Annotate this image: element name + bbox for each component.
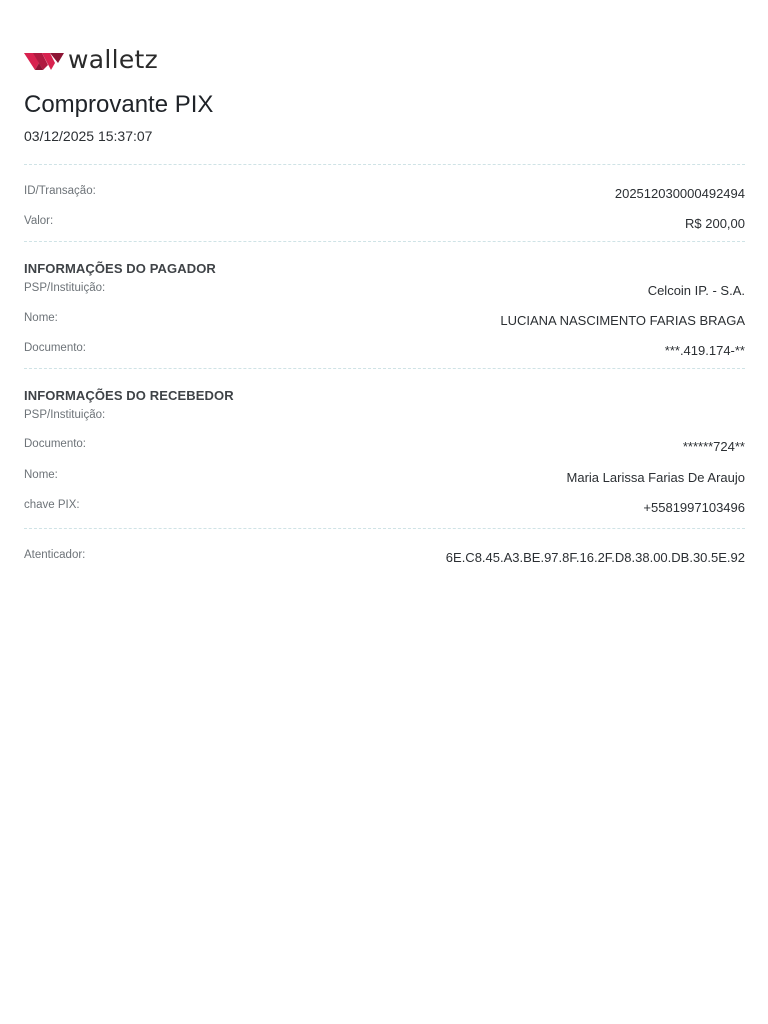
field-label: chave PIX: [24, 499, 80, 511]
brand-name: walletz [68, 45, 159, 74]
field-label: Documento: [24, 342, 87, 354]
receiver-name-value: Maria Larissa Farias De Araujo [566, 470, 745, 485]
walletz-logo-icon [24, 49, 64, 71]
field-label: ID/Transação: [24, 185, 96, 197]
receiver-document-row [24, 437, 745, 468]
receipt-datetime: 03/12/2025 15:37:07 [24, 128, 153, 144]
receiver-section [24, 388, 745, 528]
walletz-logo [24, 47, 745, 73]
transaction-id-value: 202512030000492494 [614, 186, 745, 201]
payer-institution-value: Celcoin IP. - S.A. [647, 283, 745, 298]
receiver-institution-row [24, 408, 745, 437]
receiver-section-title: INFORMAÇÕES DO RECEBEDOR [24, 388, 234, 403]
divider [24, 164, 745, 165]
field-label: Nome: [24, 312, 58, 324]
payer-name-row [24, 311, 745, 341]
authenticator-section [24, 548, 745, 578]
payer-section-title: INFORMAÇÕES DO PAGADOR [24, 261, 216, 276]
field-label: PSP/Instituição: [24, 409, 106, 421]
field-label: Documento: [24, 438, 87, 450]
field-label: Valor: [24, 215, 54, 227]
payer-institution-row [24, 281, 745, 311]
payer-document-row [24, 341, 745, 371]
divider [24, 528, 745, 529]
receiver-document-value: ******724** [682, 439, 745, 454]
payer-document-value: ***.419.174-** [664, 343, 745, 358]
pix-key-row [24, 498, 745, 528]
field-label: Atenticador: [24, 549, 86, 561]
pix-key-value: +5581997103496 [643, 500, 745, 515]
receipt-page [0, 47, 768, 1024]
transaction-section [24, 184, 745, 244]
payer-section [24, 261, 745, 371]
authenticator-row [24, 548, 745, 578]
payer-name-value: LUCIANA NASCIMENTO FARIAS BRAGA [500, 313, 745, 328]
authenticator-value: 6E.C8.45.A3.BE.97.8F.16.2F.D8.38.00.DB.30.5E.92 [445, 550, 745, 565]
field-label: Nome: [24, 469, 58, 481]
transaction-id-row [24, 184, 745, 214]
field-label: PSP/Instituição: [24, 282, 106, 294]
page-title: Comprovante PIX [24, 91, 214, 118]
amount-value: R$ 200,00 [685, 216, 745, 231]
amount-row [24, 214, 745, 244]
receiver-name-row [24, 468, 745, 498]
